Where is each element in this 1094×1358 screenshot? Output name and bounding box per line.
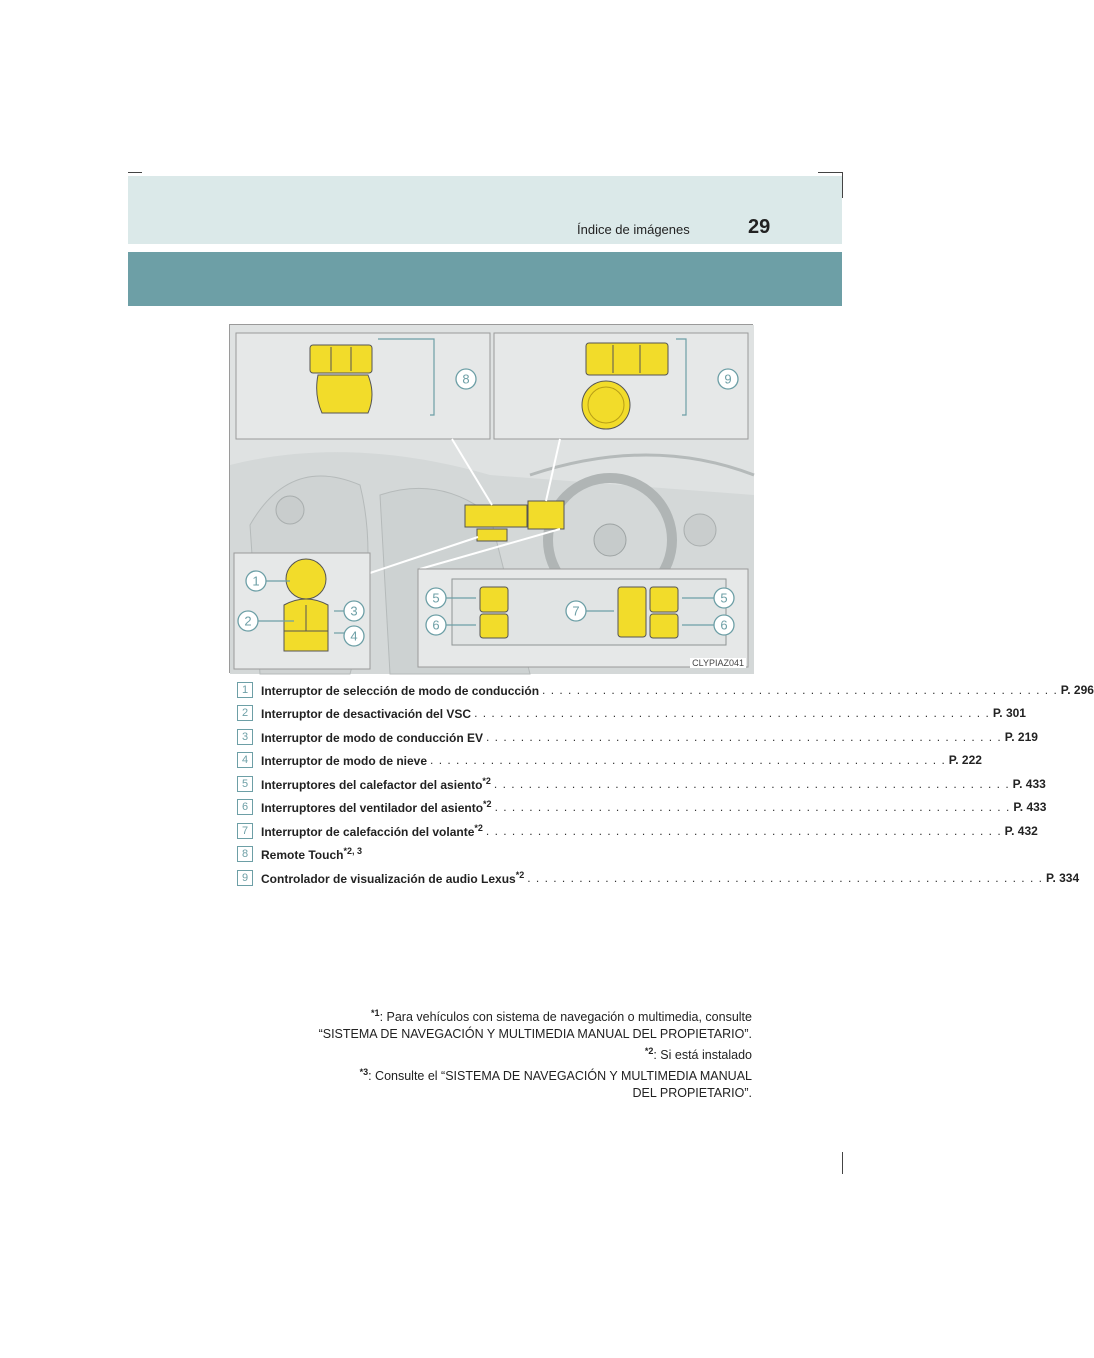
callout-7 [566, 601, 586, 621]
page-reference[interactable]: P. 433 [1013, 800, 1047, 814]
callout-2 [238, 611, 258, 631]
item-number: 2 [237, 705, 253, 721]
header-band [128, 252, 842, 306]
list-item [237, 866, 1080, 889]
svg-text:1: 1 [252, 573, 260, 589]
svg-text:6: 6 [432, 617, 440, 633]
footnote: $^{*3}$: Consulte el “SISTEMA DE NAVEGACIÓN Y MULTIMEDIA MANUAL [359, 1067, 752, 1084]
crop-mark [842, 1152, 843, 1174]
item-number: 3 [237, 729, 253, 745]
item-label: Controlador de visualización de audio Lexus$^{*2}$ [261, 869, 525, 886]
page-reference[interactable]: P. 222 [948, 753, 982, 767]
item-label: Interruptor de selección de modo de conducción [261, 683, 540, 698]
item-number: 9 [237, 870, 253, 886]
list-item [237, 796, 1047, 819]
item-list [237, 678, 1094, 890]
crop-mark [128, 172, 142, 173]
list-item [237, 725, 1038, 748]
list-item [237, 678, 1094, 701]
section-title: Índice de imágenes [577, 222, 690, 237]
page-reference[interactable]: P. 301 [992, 706, 1026, 720]
item-label: Interruptor de modo de conducción EV [261, 730, 484, 745]
page-reference[interactable]: P. 432 [1004, 823, 1038, 838]
callout-6-right [714, 615, 734, 635]
footnotes [232, 1005, 752, 1102]
page-header [128, 176, 842, 244]
item-label: Interruptores del ventilador del asiento$^{*2}$ [261, 799, 492, 815]
cockpit-drawing [230, 325, 754, 674]
crop-mark [842, 172, 843, 198]
page-reference[interactable]: P. 334 [1045, 870, 1080, 885]
list-item [237, 749, 982, 772]
callout-5-right [714, 588, 734, 608]
leader-dots: . . . . . . . . . . . . . . . . . . . . . . . . . . . . . . . . . . . . . . . . . . . . . . . . . . . . . . . . . . . . [527, 870, 1043, 885]
svg-text:5: 5 [432, 590, 440, 606]
page-reference[interactable]: P. 433 [1012, 776, 1046, 791]
list-item [237, 819, 1038, 842]
footnote: $^{*1}$: Para vehículos con sistema de navegación o multimedia, consulte [371, 1008, 752, 1025]
leader-dots: . . . . . . . . . . . . . . . . . . . . . . . . . . . . . . . . . . . . . . . . . . . . . . . . . . . . . . . . . . . . [474, 706, 990, 720]
leader-dots: . . . . . . . . . . . . . . . . . . . . . . . . . . . . . . . . . . . . . . . . . . . . . . . . . . . . . . . . . . . . [542, 682, 1058, 697]
footnote: $^{*2}$: Si está instalado [644, 1046, 752, 1063]
svg-text:3: 3 [350, 603, 358, 619]
item-label: Interruptor de calefacción del volante$^{*2}$ [261, 822, 483, 839]
list-item [237, 702, 1026, 725]
item-number: 1 [237, 682, 253, 698]
callout-6-left [426, 615, 446, 635]
page-reference[interactable]: P. 296 [1060, 682, 1094, 697]
page-reference[interactable]: P. 219 [1004, 729, 1038, 744]
leader-dots: . . . . . . . . . . . . . . . . . . . . . . . . . . . . . . . . . . . . . . . . . . . . . . . . . . . . . . . . . . . . [486, 729, 1002, 744]
item-number: 7 [237, 823, 253, 839]
item-label: Interruptor de modo de nieve [261, 754, 428, 768]
svg-text:9: 9 [724, 371, 732, 387]
leader-dots: . . . . . . . . . . . . . . . . . . . . . . . . . . . . . . . . . . . . . . . . . . . . . . . . . . . . . . . . . . . . [430, 753, 946, 767]
footnote-cont: “SISTEMA DE NAVEGACIÓN Y MULTIMEDIA MANUAL DEL PROPIETARIO”. [318, 1027, 752, 1042]
item-label: Interruptor de desactivación del VSC [261, 707, 472, 721]
leader-dots: . . . . . . . . . . . . . . . . . . . . . . . . . . . . . . . . . . . . . . . . . . . . . . . . . . . . . . . . . . . . [493, 776, 1010, 791]
item-number: 5 [237, 776, 253, 792]
item-label: Remote Touch$^{*2, 3}$ [261, 846, 362, 862]
item-number: 4 [237, 752, 253, 768]
svg-text:2: 2 [244, 613, 252, 629]
crop-mark [818, 172, 842, 173]
svg-text:4: 4 [350, 628, 358, 644]
svg-text:7: 7 [572, 603, 580, 619]
callout-3 [344, 601, 364, 621]
svg-text:6: 6 [720, 617, 728, 633]
footnote-cont: DEL PROPIETARIO”. [632, 1086, 752, 1101]
callout-4 [344, 626, 364, 646]
callout-1 [246, 571, 266, 591]
list-item [237, 843, 737, 866]
callout-9 [718, 369, 738, 389]
callout-8 [456, 369, 476, 389]
leader-dots: . . . . . . . . . . . . . . . . . . . . . . . . . . . . . . . . . . . . . . . . . . . . . . . . . . . . . . . . . . . . [494, 800, 1011, 814]
svg-text:8: 8 [462, 371, 470, 387]
svg-text:5: 5 [720, 590, 728, 606]
item-number: 8 [237, 846, 253, 862]
figure-code: CLYPIAZ041 [692, 658, 744, 668]
leader-dots: . . . . . . . . . . . . . . . . . . . . . . . . . . . . . . . . . . . . . . . . . . . . . . . . . . . . . . . . . . . . [485, 823, 1002, 838]
item-number: 6 [237, 799, 253, 815]
callout-5-left [426, 588, 446, 608]
item-label: Interruptores del calefactor del asiento$^{*2}$ [261, 775, 491, 792]
cockpit-illustration [229, 324, 753, 673]
page-number: 29 [748, 216, 771, 238]
list-item [237, 772, 1046, 795]
